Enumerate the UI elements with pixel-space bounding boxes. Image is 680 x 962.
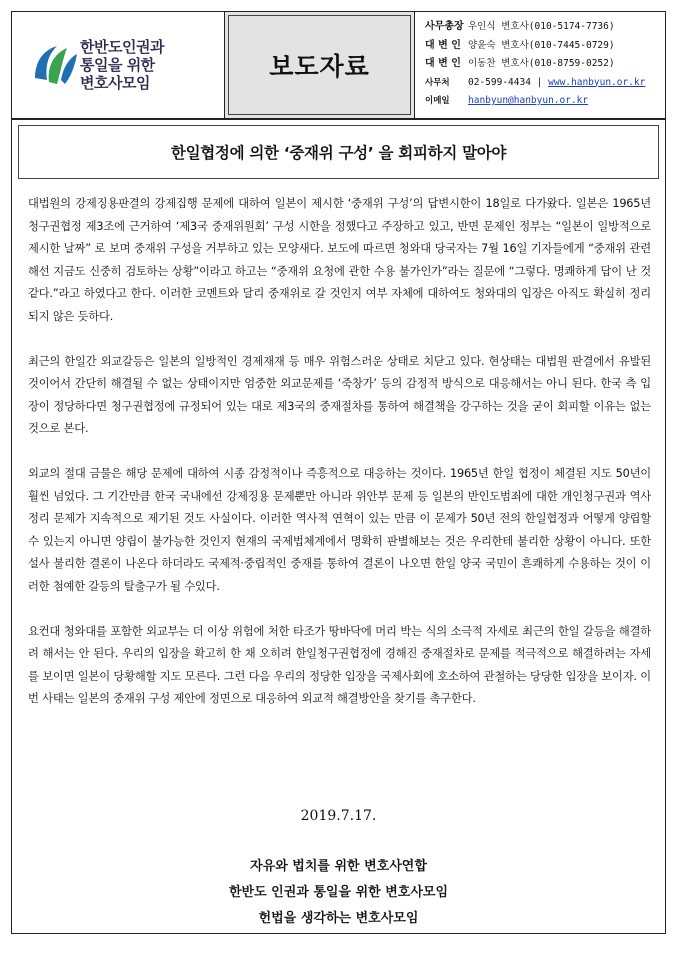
contact-label: 대 변 인: [425, 58, 461, 69]
title-area: [225, 12, 415, 118]
header: [12, 12, 665, 120]
press-release-page: [11, 11, 666, 934]
contact-label: 대 변 인: [425, 39, 461, 51]
article-body: [28, 193, 651, 711]
organization-logo-icon: [31, 40, 81, 90]
website-link[interactable]: www.hanbyun.or.kr: [548, 76, 646, 88]
paragraph: 외교의 절대 금물은 해당 문제에 대하여 시종 감정적이나 즉흥적으로 대응하는 것이다. 1965년 한일 협정이 체결된 지도 50년이 훨씬 넘었다. 그 기간만큼 한국 국내에선 강제징용 문제뿐만 아니라 위안부 문제 등 일본의 반인도범죄에 대한 개인청구권과 역사정리 문제가 지속적으로 제기된 것도 사실이다. 이러한 역사적 연혁이 있는 만큼 이 문제가 50년 전의 한일협정과 어떻게 양립할 수 있는지 아니면 양립이 불가능한 것인지 현재의 국제법체계에서 명확히 판별해보는 것은 우리한테 불리한 상황이 아니다. 또한 설사 불리한 결론이 나온다 하더라도 국제적·중립적인 중재를 통하여 결론이 나오면 한일 양국 국민이 흔쾌하게 수용하는 것이 이러한 첨예한 갈등의 탈출구가 될 수있다.: [28, 466, 651, 593]
paragraph: 최근의 한일간 외교갈등은 일본의 일방적인 경제재재 등 매우 위험스러운 상태로 치닫고 있다. 현상태는 대법원 판결에서 유발된 것이어서 간단히 해결될 수 없는 상태이지만 엄중한 외교문제를 ‘죽창가’ 등의 감정적 방식으로 대응해서는 아니 된다. 한국 측 입장이 정당하다면 청구권협정에 규정되어 있는 대로 제3국의 중재절차를 통하여 해결책을 강구하는 것을 굳이 회피할 이유는 없는 것으로 본다.: [28, 354, 651, 436]
contact-value: 우인식 변호사(010-5174-7736): [468, 21, 615, 32]
document-title: 보도자료: [228, 15, 411, 115]
logo-line: 변호사모임: [80, 74, 150, 92]
paragraph: 요컨대 청와대를 포함한 외교부는 더 이상 위험에 처한 타조가 땅바닥에 머리 박는 식의 소극적 자세로 최근의 한일 갈등을 해결하려 해서는 안 된다. 우리의 입장을 확고히 한 채 오히려 한일청구권협정에 경해진 중재절차로 문제를 적극적으로 해결하려는 자세를 보이면 일본이 당황해할 지도 모른다. 그런 다음 우리의 정당한 입장을 국제사회에 호소하여 관철하는 당당한 입장을 보이자. 이번 사태는 일본의 중재위 구성 제안에 정면으로 대응하여 외교적 해결방안을 찾기를 촉구한다.: [28, 624, 651, 706]
contact-value: 양윤숙 변호사(010-7445-0729): [468, 39, 615, 51]
contact-value: 이동찬 변호사(010-8759-0252): [468, 58, 615, 69]
contact-row: [425, 55, 665, 74]
signatory: 헌법을 생각하는 변호사모임: [258, 911, 419, 926]
headline: 한일협정에 의한 ‘중재위 구성’ 을 회피하지 말아야: [18, 125, 659, 179]
contact-label: 사무총장: [425, 21, 464, 32]
signatory: 자유와 법치를 위한 변호사연합: [250, 859, 427, 874]
signatory: 한반도 인권과 통일을 위한 변호사모임: [228, 885, 449, 900]
logo-line: 통일을 위한: [80, 56, 155, 74]
organization-name: [80, 38, 220, 92]
contact-row: [425, 18, 665, 37]
signatories: [12, 854, 665, 932]
contact-row: [425, 92, 665, 111]
contact-row: [425, 37, 665, 56]
separator: |: [536, 76, 543, 88]
contact-label: 사무처: [425, 77, 450, 88]
logo-area: [12, 12, 225, 118]
phone-number: 02-599-4434: [468, 76, 531, 88]
logo-line: 한반도인권과: [80, 38, 164, 56]
paragraph: 대법원의 강제징용판결의 강제집행 문제에 대하여 일본이 제시한 ‘중재위 구성’의 답변시한이 18일로 다가왔다. 일본은 1965년 청구권협정 제3조에 근거하여 ‘제3국 중재위원회’ 구성 시한을 정했다고 주장하고 있고, 반면 문제인 정부는 “일본이 일방적으로 제시한 날짜” 로 보며 중재위 구성을 거부하고 있는 모양새다. 보도에 따르면 청와대 당국자는 7월 16일 기자들에게 “중재위 관련해선 지금도 신중히 검토하는 상황”이라고 하고는 “중재위 요청에 관한 수용 불가인가”라는 질문에 “그렇다. 명쾌하게 답이 난 것 같다.”라고 하였다고 한다. 이러한 코멘트와 달리 중재위로 갈 것인지 여부 자체에 대하여도 청와대의 입장은 아직도 확실히 정리되지 않은 듯하다.: [28, 197, 651, 323]
contact-row: [425, 74, 665, 93]
contact-label: 이메일: [425, 96, 450, 106]
email-link[interactable]: hanbyun@hanbyun.or.kr: [468, 95, 589, 106]
contact-info: [415, 12, 665, 118]
release-date: 2019.7.17.: [300, 808, 377, 824]
